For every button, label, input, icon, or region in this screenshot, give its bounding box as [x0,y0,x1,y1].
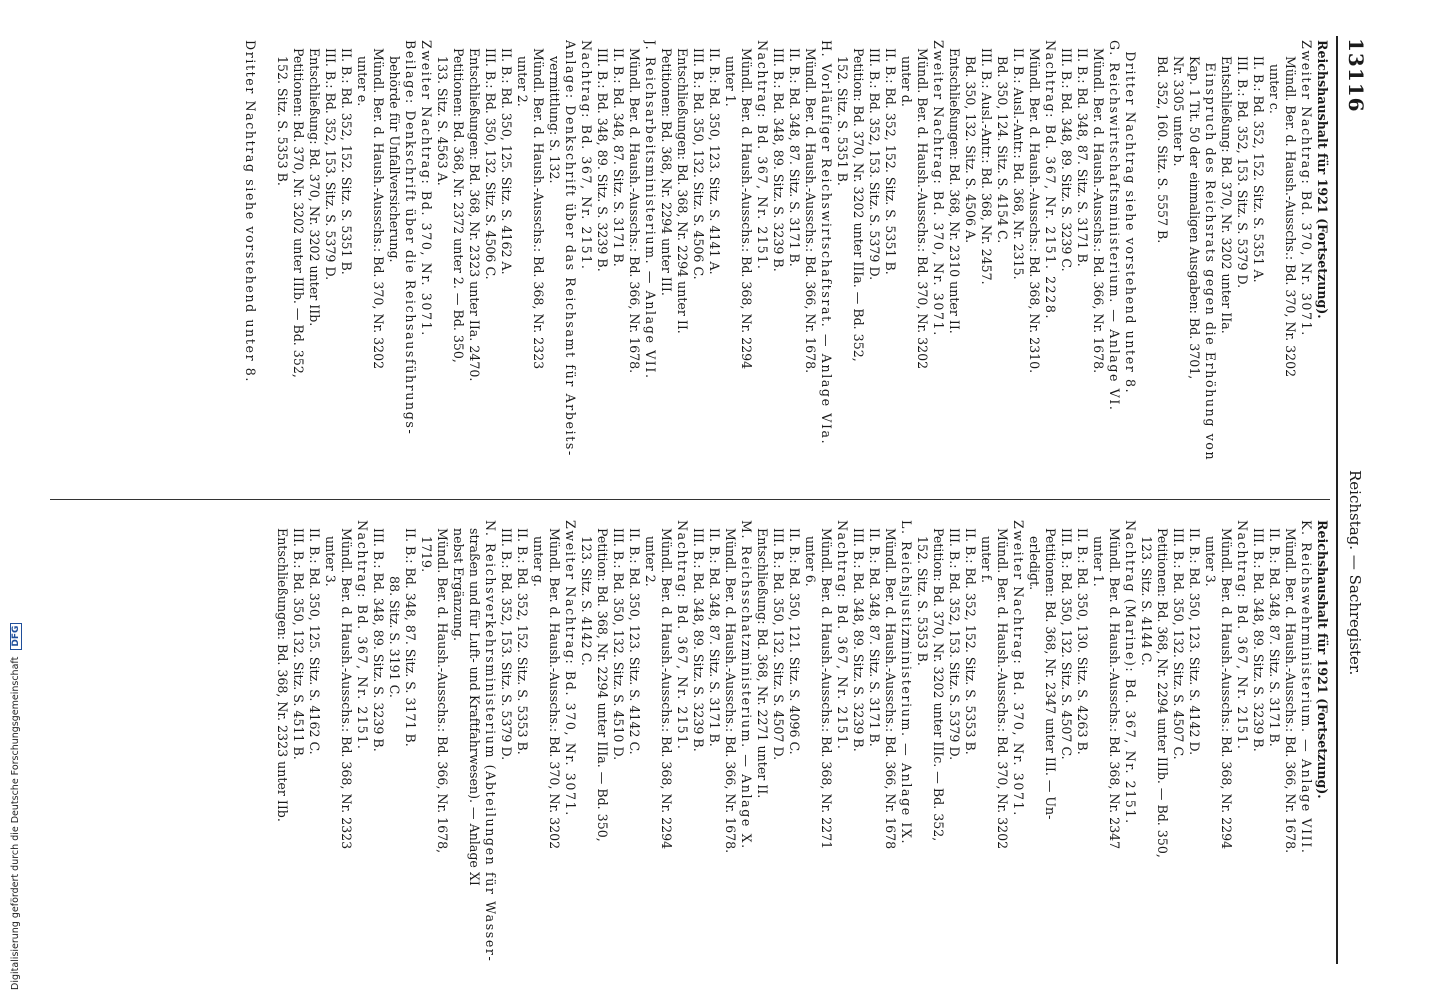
index-line: Mündl. Ber. d. Haush.-Ausschs.: Bd. 370, Nr. 3202 [371,40,386,370]
index-line: nebst Ergänzung. [451,520,466,641]
index-line: III. B.: Bd. 348, 89. Sitz. S. 3239 B. [1251,520,1266,752]
index-line: unter f. [979,520,994,583]
index-line: Zweiter Nachtrag: Bd. 370, Nr. 3071. [419,40,434,337]
index-line: G. Reichswirtschaftsministerium. — Anlage VI. [1107,40,1122,412]
index-line: 123. Sitz. S. 4142 C. [579,520,594,666]
index-line: Mündl. Ber. d. Haush.-Ausschs.: Bd. 368, Nr. 2323 [339,520,354,850]
index-line: Petitionen: Bd. 368, Nr. 2372 unter 2. — Bd. 350, [451,40,466,363]
index-line: Kap. 1 Tit. 50 der einmaligen Ausgaben: Bd. 3701, [1187,40,1202,380]
index-line: Entschließungen: Bd. 368, Nr. 2323 unter IIa. 2470. [467,40,482,382]
index-line: 152. Sitz. S. 5353 B. [275,40,290,186]
index-line: II. B.: Bd. 350, 123. Sitz. S. 4141 A. [707,40,722,275]
index-line: II. B.: Bd. 350, 121. Sitz. S. 4096 C. [787,520,802,755]
index-line: 133. Sitz. S. 4563 A. [435,40,450,186]
index-line: Anlage: Denkschrift über das Reichsamt für Arbeits- [563,40,578,457]
index-line: Mündl. Ber. d. Haush.-Ausschs.: Bd. 370, Nr. 3202 [915,40,930,370]
index-line: unter 3. [323,520,338,587]
index-line: straßen und für Luft- und Kraftfahrwesen). — Anlage XI [467,520,482,886]
index-line: III. B.: Ausl.-Antr.: Bd. 368, Nr. 2457. [979,40,994,285]
index-line: III. B.: Bd. 350, 132. Sitz. S. 4507 C. [1171,520,1186,760]
index-line: unter 1. [723,40,738,107]
index-line: Nachtrag: Bd. 367, Nr. 2151. [755,40,770,271]
index-line: Zweiter Nachtrag: Bd. 370, Nr. 3071. [563,520,578,817]
index-line: Petition: Bd. 370, Nr. 3202 unter IIIa. — Bd. 352, [851,40,866,362]
index-line: J. Reichsarbeitsministerium. — Anlage VII. [643,40,658,380]
index-line: Nachtrag: Bd. 367, Nr. 2151. [579,40,594,271]
index-line: 1719. [419,520,434,573]
index-line: II. B.: Bd. 350, 130. Sitz. S. 4263 B. [1075,520,1090,755]
index-line: Nachtrag: Bd. 367, Nr. 2151. [355,520,370,751]
dfg-logo: DFG [10,623,22,650]
index-line: Mündl. Ber. d. Haush.-Ausschs.: Bd. 366, Nr. 1678. [627,40,642,374]
index-line: K. Reichswehrministerium. — Anlage VIII. [1299,520,1314,855]
page-number: 13116 [1344,38,1368,113]
index-line: Dritter Nachtrag siehe vorstehend unter 8. [1123,40,1138,395]
index-line: II. B.: Bd. 352, 152. Sitz. S. 5351 A. [1251,40,1266,283]
index-line: Bd. 350, 132. Sitz. S. 4506 A. [963,40,978,244]
index-line: II. B.: Bd. 352, 152. Sitz. S. 5351 B. [883,40,898,275]
index-line: Nachtrag: Bd. 367, Nr. 2151. [675,520,690,751]
header-rule [1336,36,1338,964]
index-line: Mündl. Ber. d. Haush.-Ausschs.: Bd. 368, Nr. 2347 [1107,520,1122,850]
index-line: Beilage: Denkschrift über die Reichsausführungs- [403,40,418,436]
index-line: Entschließung: Bd. 370, Nr. 3202 unter IIa. [1219,40,1234,334]
left-column [242,40,1330,490]
index-line: Mündl. Ber. d. Haush.-Ausschs.: Bd. 366, Nr. 1678 [883,520,898,850]
index-line: unter d. [899,40,914,107]
index-line: Reichshaushalt für 1921 (Fortsetzung). [1315,520,1330,799]
index-line: II. B.: Bd. 350, 123. Sitz. S. 4142 D. [1187,520,1202,756]
index-line: II. B.: Bd. 348, 87. Sitz. S. 3171 B. [787,40,802,267]
index-line: III. B.: Bd. 350, 132. Sitz. S. 4507 D. [771,520,786,761]
index-line: Zweiter Nachtrag: Bd. 370, Nr. 3071. [1011,520,1026,817]
index-line [1138,40,1154,490]
index-line: II. B.: Bd. 352, 152. Sitz. S. 5353 B. [515,520,530,755]
index-line: Mündl. Ber. d. Haush.-Ausschs.: Bd. 368, Nr. 2294 [739,40,754,370]
index-line: Entschließungen: Bd. 368, Nr. 2294 unter II. [675,40,690,334]
index-line: unter e. [355,40,370,107]
index-line: 123. Sitz. S. 4144 C. [1139,520,1154,666]
index-line: Entschließung: Bd. 368, Nr. 2271 unter II. [755,520,770,799]
index-line: II. B.: Bd. 352, 152. Sitz. S. 5353 B. [963,520,978,755]
index-line: L. Reichsjustizministerium. — Anlage IX. [899,520,914,846]
index-line: Nachtrag: Bd. 367, Nr. 2151. 2228. [1043,40,1058,321]
index-line: III. B.: Bd. 348, 89. Sitz. S. 3239 C. [1059,40,1074,272]
index-line: Petition: Bd. 368, Nr. 2294 unter IIIa. — Bd. 350, [595,520,610,842]
index-line: Mündl. Ber. d. Haush.-Ausschs.: Bd. 366, Nr. 1678. [1283,520,1298,854]
index-line: Mündl. Ber. d. Haush.-Ausschs.: Bd. 366, Nr. 1678, [435,520,450,854]
index-line: Zweiter Nachtrag: Bd. 370, Nr. 3071. [1299,40,1314,337]
index-line: II. B.: Bd. 348, 87. Sitz. S. 3171 B. [867,520,882,747]
index-line: III. B.: Bd. 350, 132. Sitz. S. 4506 C. [483,40,498,280]
index-line: III. B.: Bd. 352, 153. Sitz. S. 5379 D. [867,40,882,281]
index-line: unter c. [1267,40,1282,114]
index-line: Nachtrag (Marine): Bd. 367, Nr. 2151. [1123,520,1138,825]
index-line: II. B.: Bd. 348, 87. Sitz. S. 3171 B. [403,520,418,747]
index-line: III. B.: Bd. 350, 132. Sitz. S. 4510 D. [611,520,626,761]
index-line: Mündl. Ber. d. Haush.-Ausschs.: Bd. 366, Nr. 1678. [803,40,818,374]
index-line: Mündl. Ber. d. Haush.-Ausschs.: Bd. 366, Nr. 1678. [1091,40,1106,374]
index-line: Petitionen: Bd. 368, Nr. 2347 unter III. — Un- [1043,520,1058,820]
index-line: Reichshaushalt für 1921 (Fortsetzung). [1315,40,1330,319]
index-line: erledigt. [1027,520,1042,591]
index-line: Mündl. Ber. d. Haush.-Ausschs.: Bd. 368, Nr. 2271 [819,520,834,850]
index-line: 152. Sitz. S. 5353 B. [915,520,930,666]
index-line: II. B.: Bd. 348, 87. Sitz. S. 3171 B. [1075,40,1090,267]
index-line: III. B.: Bd. 350, 132. Sitz. S. 4511 B. [291,520,306,760]
index-line: Nachtrag: Bd. 367, Nr. 2151. [835,520,850,751]
index-line: Mündl. Ber. d. Haush.-Ausschs.: Bd. 368, Nr. 2294 [659,520,674,850]
index-line: unter 3. [1203,520,1218,587]
index-line: Petitionen: Bd. 368, Nr. 2294 unter III. [659,40,674,296]
index-line: Petition: Bd. 370, Nr. 3202 unter IIIc. — Bd. 352, [931,520,946,842]
right-column [274,520,1330,970]
index-line: behörde für Unfallversicherung. [387,40,402,263]
index-line: unter 2. [643,520,658,587]
index-line: 88. Sitz. S. 3191 C. [387,520,402,698]
index-line: III. B.: Bd. 348, 89. Sitz. S. 3239 B. [691,520,706,752]
index-line: Petitionen: Bd. 368, Nr. 2294 unter IIIb. — Bd. 350, [1155,520,1170,858]
index-line: unter 2. [515,40,530,107]
footer-credit [10,623,22,990]
index-line: Dritter Nachtrag siehe vorstehend unter 8. [243,40,258,384]
index-line: III. B.: Bd. 350, 132. Sitz. S. 4507 C. [1059,520,1074,760]
index-line: Einspruch des Reichsrats gegen die Erhöhung von [1203,40,1218,462]
index-line: III. B.: Bd. 348, 89. Sitz. S. 3239 B. [371,520,386,752]
column-divider [50,499,1330,500]
index-line: Mündl. Ber. d. Haush.-Ausschs.: Bd. 366, Nr. 1678. [723,520,738,854]
index-line: unter 6. [803,520,818,587]
index-line: Zweiter Nachtrag: Bd. 370, Nr. 3071. [931,40,946,337]
page-header-title: Reichstag. — Sachregister. [1346,470,1364,676]
index-line: Mündl. Ber. d. Haush.-Ausschs.: Bd. 370, Nr. 3202 [995,520,1010,850]
index-line: H. Vorläufiger Reichswirtschaftsrat. — Anlage VIa. [819,40,834,446]
index-line: N. Reichsverkehrsministerium (Abteilungen für Wasser- [483,520,498,963]
index-line: II. B.: Bd. 348, 87. Sitz. S. 3171 B. [707,520,722,747]
index-line: Mündl. Ber. d. Haush.-Ausschs.: Bd. 368, Nr. 2323 [531,40,546,370]
index-line: III. B.: Bd. 352, 153. Sitz. S. 5379 D. [323,40,338,281]
index-line: II. B.: Bd. 348, 87. Sitz. S. 3171 B. [1267,520,1282,747]
index-line: Mündl. Ber. d. Haush.-Ausschs.: Bd. 370, Nr. 3202 [1283,40,1298,378]
index-line: Petitionen: Bd. 370, Nr. 3202 unter IIIb. — Bd. 352, [291,40,306,378]
index-line [258,40,274,490]
index-line: 152. Sitz. S. 5351 B. [835,40,850,186]
index-line: Entschließungen: Bd. 368, Nr. 2323 unter IIb. [275,520,290,822]
index-line: III. B.: Bd. 352, 153. Sitz. S. 5379 D. [499,520,514,761]
index-line: Entschließung: Bd. 370, Nr. 3202 unter IIb. [307,40,322,327]
index-line: II. B.: Bd. 352, 152. Sitz. S. 5351 B. [339,40,354,275]
index-line: unter g. [531,520,546,587]
index-line: Nachtrag: Bd. 367, Nr. 2151. [1235,520,1250,751]
index-line: Mündl. Ber. d. Haush.-Ausschs.: Bd. 368, Nr. 2294 [1219,520,1234,850]
footer-credit-text: Digitalisierung gefördert durch die Deutsche Forschungsgemeinschaft [10,656,21,990]
index-line: III. B.: Bd. 352, 153. Sitz. S. 5379 D. [947,520,962,761]
index-line: Mündl. Ber. d. Haush.-Ausschs.: Bd. 368, Nr. 2310. [1027,40,1042,374]
index-line: vermittlung: S. 132. [547,40,562,184]
index-line: Entschließungen: Bd. 368, Nr. 2310 unter II. [947,40,962,334]
index-line: II. B.: Bd. 348, 87. Sitz. S. 3171 B. [611,40,626,267]
index-line: II. B.: Bd. 350, 125. Sitz. S. 4162 A. [499,40,514,275]
index-line: Bd. 352, 160. Sitz. S. 5557 B. [1155,40,1170,244]
index-line: III. B.: Bd. 348, 89. Sitz. S. 3239 B. [771,40,786,272]
index-line: Bd. 350, 124. Sitz. S. 4154 C. [995,40,1010,244]
index-line: II. B.: Bd. 350, 125. Sitz. S. 4162 C. [307,520,322,755]
index-line: III. B.: Bd. 348, 89. Sitz. S. 3239 B. [595,40,610,272]
index-line: unter 1. [1091,520,1106,587]
index-line: III. B.: Bd. 350, 132. Sitz. S. 4506 C. [691,40,706,280]
index-line: II. B.: Ausl.-Antr.: Bd. 368, Nr. 2315. [1011,40,1026,280]
index-line: III. B.: Bd. 348, 89. Sitz. S. 3239 B. [851,520,866,752]
index-line: Nr. 3305 unter b. [1171,40,1186,167]
index-line: III. B.: Bd. 352, 153. Sitz. S. 5379 D. [1235,40,1250,289]
index-line: M. Reichsschatzministerium. — Anlage X. [739,520,754,850]
index-line: II. B.: Bd. 350, 123. Sitz. S. 4142 C. [627,520,642,755]
index-line: Mündl. Ber. d. Haush.-Ausschs.: Bd. 370, Nr. 3202 [547,520,562,850]
